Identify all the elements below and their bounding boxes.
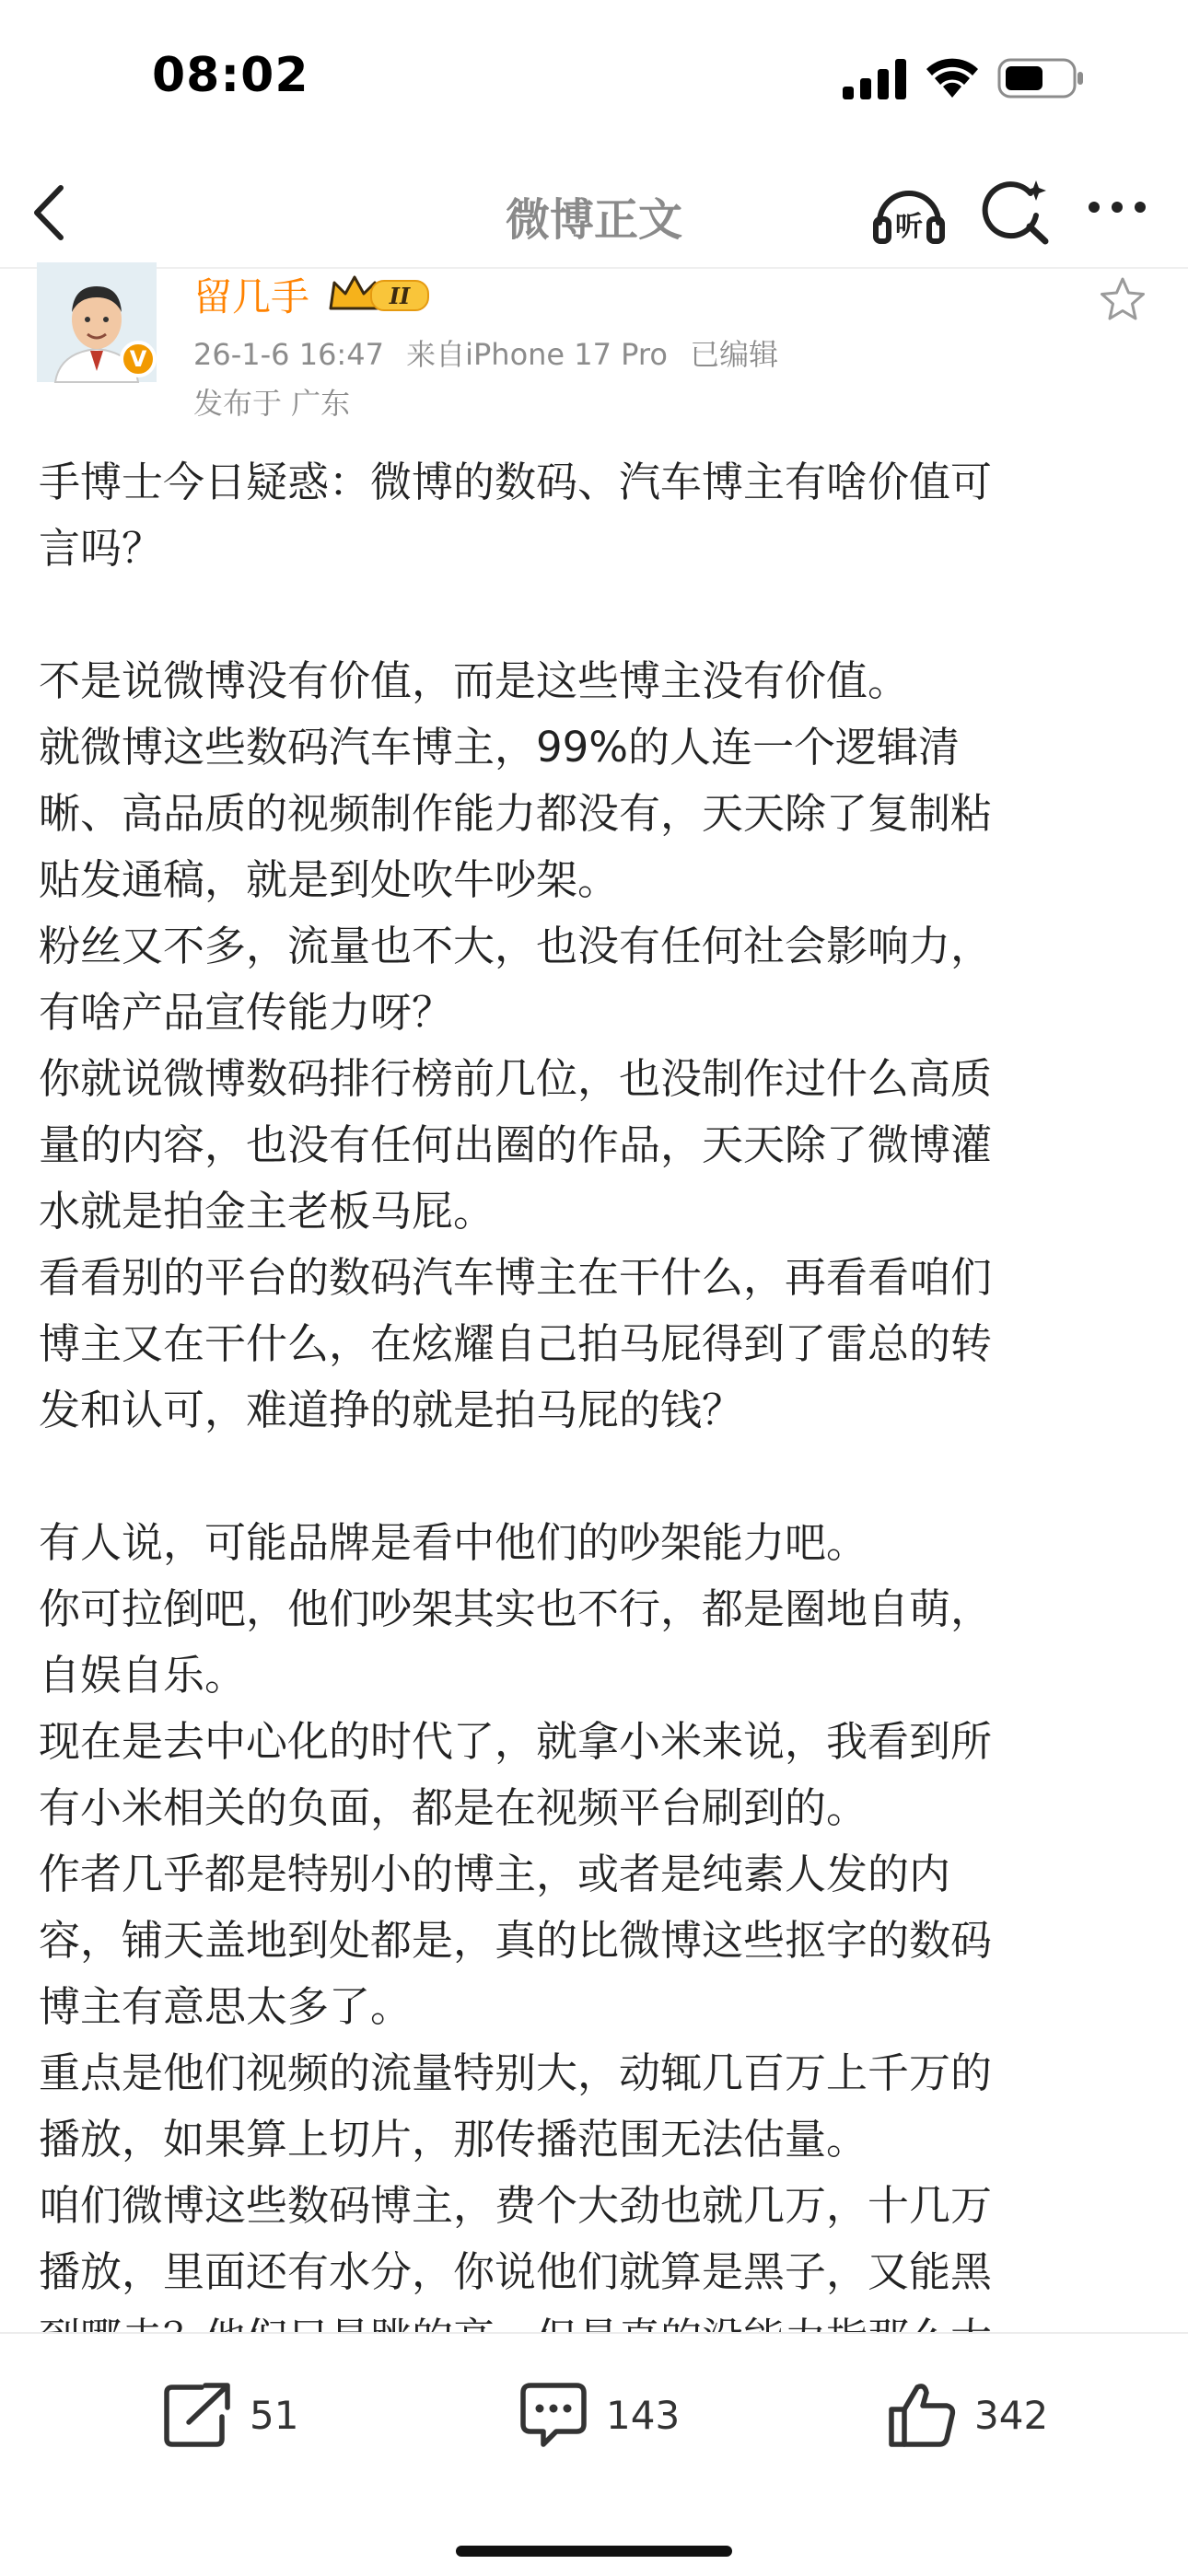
author-name[interactable]: 留几手 xyxy=(193,274,310,319)
post-text-line: 有小米相关的负面，都是在视频平台刷到的。 xyxy=(39,1783,868,1832)
edited-label: 已编辑 xyxy=(690,337,779,372)
battery-icon xyxy=(997,57,1085,99)
post-text-line: 不是说微博没有价值，而是这些博主没有价值。 xyxy=(39,656,910,705)
post-text-line: 发和认可，难道挣的就是拍马屁的钱？ xyxy=(39,1386,744,1434)
repost-button[interactable] xyxy=(161,2378,298,2452)
post-text-line: 你就说微博数码排行榜前几位，也没制作过什么高质 xyxy=(39,1054,993,1103)
comment-button[interactable] xyxy=(518,2378,680,2452)
post-text-line: 重点是他们视频的流量特别大，动辄几百万上千万的 xyxy=(39,2048,993,2097)
post-text-line: 自娱自乐。 xyxy=(39,1651,247,1700)
comment-icon xyxy=(518,2380,589,2450)
post-text-line: 水就是拍金主老板马屁。 xyxy=(39,1187,495,1236)
post-text-line: 博主又在干什么，在炫耀自己拍马屁得到了雷总的转 xyxy=(39,1319,993,1368)
like-count: 342 xyxy=(974,2392,1049,2438)
verified-badge-icon: V xyxy=(120,341,157,377)
nav-bar xyxy=(0,157,1188,269)
wifi-icon xyxy=(924,55,981,99)
svg-text:听: 听 xyxy=(895,211,923,243)
post-text-line: 你可拉倒吧，他们吵架其实也不行，都是圈地自萌， xyxy=(39,1584,993,1633)
cellular-signal-icon xyxy=(843,59,907,99)
repost-icon xyxy=(161,2380,233,2450)
vip-crown-badge-icon[interactable] xyxy=(327,272,436,316)
post-text-line: 容，铺天盖地到处都是，真的比微博这些抠字的数码 xyxy=(39,1916,993,1965)
post-text-line: 博主有意思太多了。 xyxy=(39,1982,413,2031)
post-source: 来自iPhone 17 Pro xyxy=(406,337,668,372)
blank-line xyxy=(39,582,1158,648)
post-body xyxy=(39,449,1158,2332)
post-meta xyxy=(193,331,791,374)
post-text-line: 看看别的平台的数码汽车博主在干什么，再看看咱们 xyxy=(39,1253,993,1302)
post-text-line: 播放，里面还有水分，你说他们就算是黑子，又能黑 xyxy=(39,2247,993,2296)
post-location: 发布于 广东 xyxy=(193,386,351,421)
listen-headphones-icon[interactable] xyxy=(870,175,948,252)
post-text-line: 就微博这些数码汽车博主，99%的人连一个逻辑清 xyxy=(39,723,961,772)
post-text-line: 作者几乎都是特别小的博主，或者是纯素人发的内 xyxy=(39,1850,951,1898)
home-indicator[interactable] xyxy=(456,2546,732,2557)
post-time: 26-1-6 16:47 xyxy=(193,337,384,372)
comment-count: 143 xyxy=(606,2392,681,2438)
ai-search-icon[interactable] xyxy=(979,175,1051,247)
blank-line xyxy=(39,1444,1158,1510)
post-text-line: 言吗？ xyxy=(39,524,164,573)
post-text-line: 现在是去中心化的时代了，就拿小米来说，我看到所 xyxy=(39,1717,993,1766)
post-text-line: 咱们微博这些数码博主，费个大劲也就几万，十几万 xyxy=(39,2181,993,2230)
post-text-line: 有人说，可能品牌是看中他们的吵架能力吧。 xyxy=(39,1518,868,1567)
vip-level-text: II xyxy=(389,283,411,309)
post-text-line: 粉丝又不多，流量也不大，也没有任何社会影响力， xyxy=(39,922,993,970)
post-text-line: 有啥产品宣传能力呀？ xyxy=(39,988,454,1037)
more-options-icon[interactable] xyxy=(1085,193,1149,221)
status-time: 08:02 xyxy=(152,48,309,103)
post-text-line: 播放，如果算上切片，那传播范围无法估量。 xyxy=(39,2115,868,2164)
page-title: 微博正文 xyxy=(505,194,682,246)
action-bar xyxy=(0,2332,1188,2576)
post-text-line: 晰、高品质的视频制作能力都没有，天天除了复制粘 xyxy=(39,789,993,838)
post-text-line: 量的内容，也没有任何出圈的作品，天天除了微博灌 xyxy=(39,1120,993,1169)
status-bar xyxy=(0,0,1188,157)
post-text-line: 手博士今日疑惑：微博的数码、汽车博主有啥价值可 xyxy=(39,458,993,506)
repost-count: 51 xyxy=(250,2392,299,2438)
thumbs-up-icon xyxy=(886,2380,958,2450)
favorite-star-icon[interactable] xyxy=(1099,276,1147,322)
like-button[interactable] xyxy=(886,2378,1048,2452)
post-text-line: 贴发通稿，就是到处吹牛吵架。 xyxy=(39,855,620,904)
